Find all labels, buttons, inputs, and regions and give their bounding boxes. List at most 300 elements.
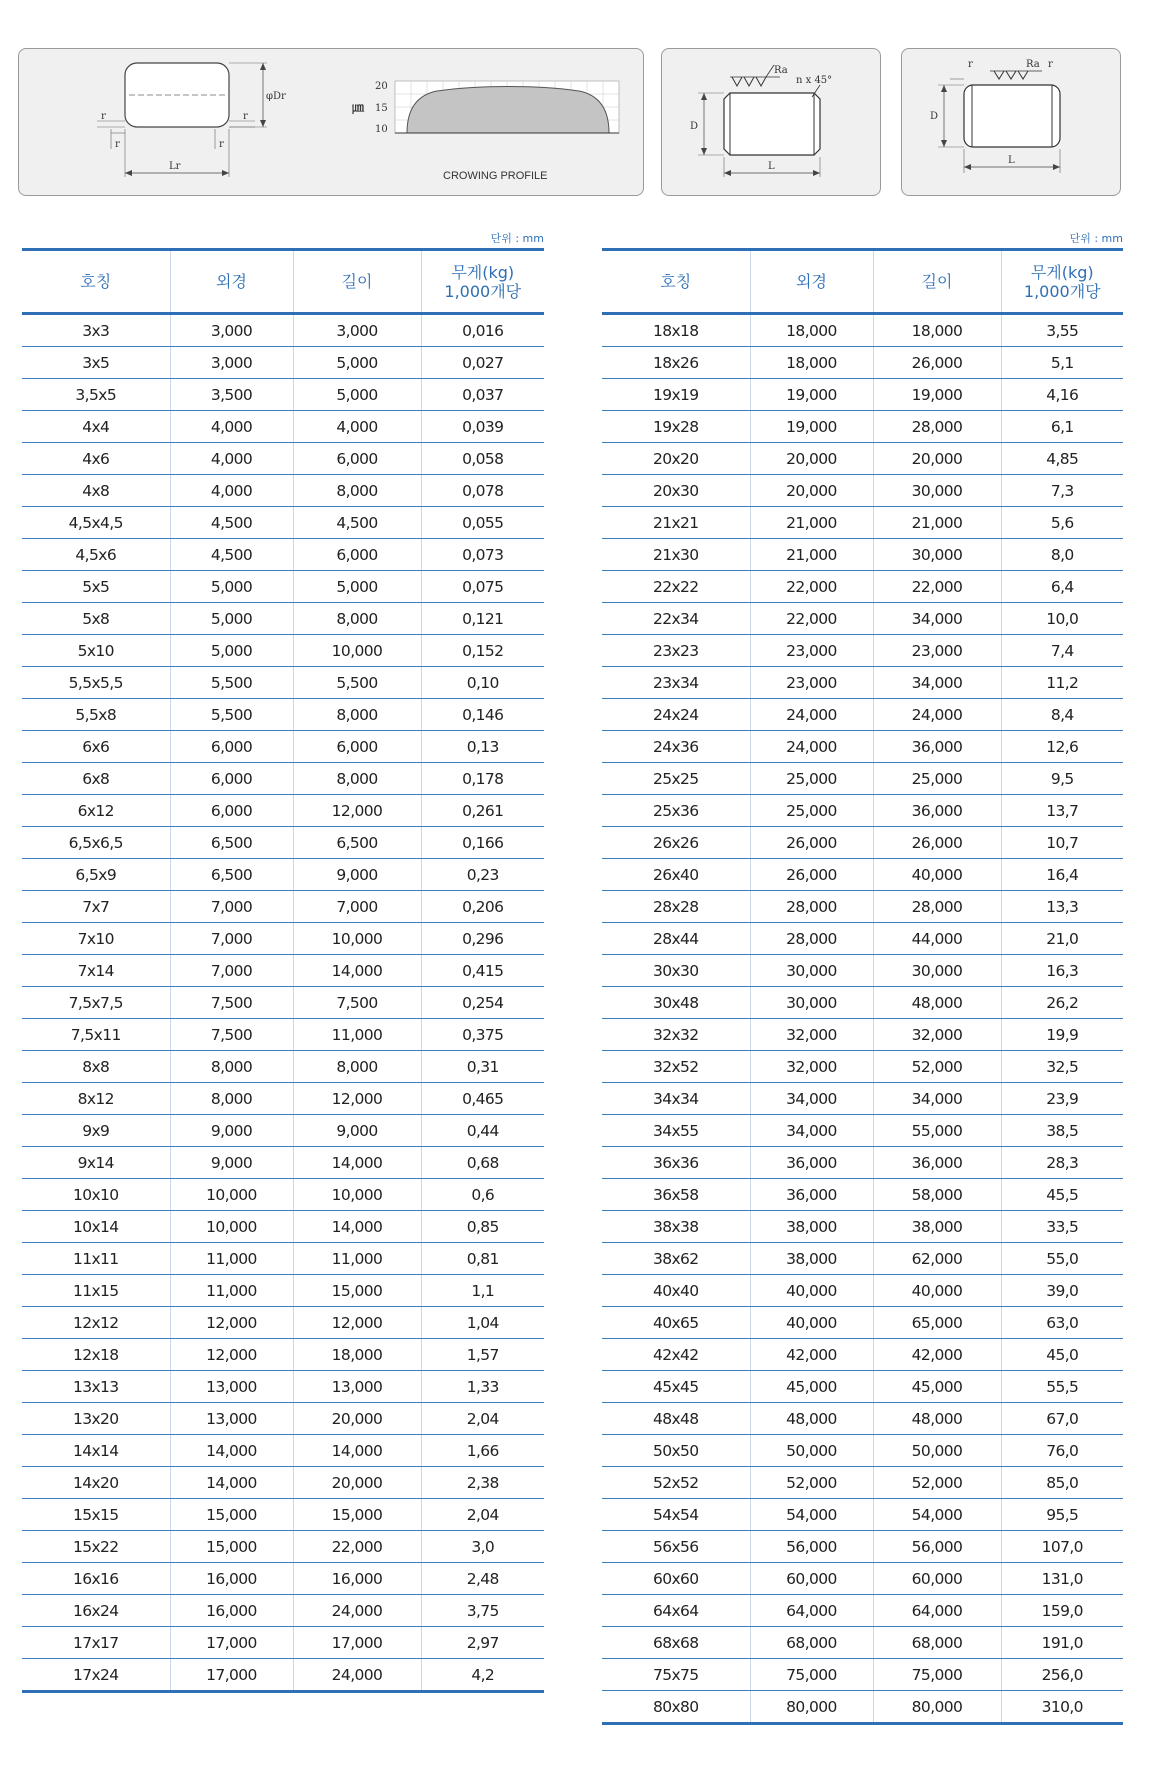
table-header-row	[602, 250, 1123, 314]
table-row	[22, 1179, 544, 1211]
cell-name: 52x52	[602, 1467, 750, 1499]
cell-outer-diameter: 21,000	[750, 507, 873, 539]
table-row	[602, 987, 1123, 1019]
cell-name: 26x26	[602, 827, 750, 859]
cell-name: 48x48	[602, 1403, 750, 1435]
cell-weight: 0,037	[421, 379, 544, 411]
cell-outer-diameter: 19,000	[750, 379, 873, 411]
cell-outer-diameter: 68,000	[750, 1627, 873, 1659]
cell-outer-diameter: 30,000	[750, 955, 873, 987]
cell-name: 5,5x5,5	[22, 667, 170, 699]
cell-length: 4,500	[293, 507, 421, 539]
cell-weight: 6,1	[1001, 411, 1123, 443]
table-row	[22, 1627, 544, 1659]
cell-outer-diameter: 15,000	[170, 1531, 293, 1563]
spec-table-right-wrapper	[602, 230, 1123, 1725]
table-row	[22, 1307, 544, 1339]
cell-length: 15,000	[293, 1275, 421, 1307]
cell-outer-diameter: 9,000	[170, 1147, 293, 1179]
table-row	[22, 827, 544, 859]
cell-name: 7,5x7,5	[22, 987, 170, 1019]
cell-length: 24,000	[293, 1595, 421, 1627]
cell-length: 52,000	[873, 1467, 1001, 1499]
chamfer-label: n x 45°	[796, 75, 833, 86]
cell-name: 14x20	[22, 1467, 170, 1499]
pin-round-diagram	[902, 49, 1120, 195]
cell-outer-diameter: 28,000	[750, 891, 873, 923]
cell-outer-diameter: 4,500	[170, 507, 293, 539]
radius-label-right-2: r	[219, 139, 224, 150]
cell-weight: 26,2	[1001, 987, 1123, 1019]
cell-length: 54,000	[873, 1499, 1001, 1531]
table-row	[602, 1691, 1123, 1724]
cell-outer-diameter: 34,000	[750, 1083, 873, 1115]
cell-length: 7,500	[293, 987, 421, 1019]
table-row	[22, 923, 544, 955]
cell-weight: 1,04	[421, 1307, 544, 1339]
cell-name: 19x28	[602, 411, 750, 443]
cell-length: 8,000	[293, 699, 421, 731]
table-row	[602, 1371, 1123, 1403]
cell-length: 14,000	[293, 1435, 421, 1467]
tick-label-10: 10	[375, 124, 388, 135]
cell-weight: 0,13	[421, 731, 544, 763]
cell-length: 36,000	[873, 1147, 1001, 1179]
cell-outer-diameter: 8,000	[170, 1051, 293, 1083]
cell-outer-diameter: 40,000	[750, 1307, 873, 1339]
cell-name: 38x62	[602, 1243, 750, 1275]
table-row	[602, 859, 1123, 891]
cell-length: 22,000	[873, 571, 1001, 603]
table-row	[602, 1627, 1123, 1659]
cell-length: 6,000	[293, 443, 421, 475]
cell-weight: 12,6	[1001, 731, 1123, 763]
cell-weight: 0,121	[421, 603, 544, 635]
cell-weight: 0,152	[421, 635, 544, 667]
table-row	[22, 1531, 544, 1563]
cell-length: 8,000	[293, 763, 421, 795]
cell-length: 21,000	[873, 507, 1001, 539]
table-row	[602, 475, 1123, 507]
cell-outer-diameter: 38,000	[750, 1243, 873, 1275]
table-row	[602, 411, 1123, 443]
table-row	[602, 1051, 1123, 1083]
cell-weight: 7,3	[1001, 475, 1123, 507]
pin2-length-label: L	[1008, 155, 1015, 166]
cell-name: 18x26	[602, 347, 750, 379]
cell-outer-diameter: 11,000	[170, 1275, 293, 1307]
cell-weight: 21,0	[1001, 923, 1123, 955]
table-row	[602, 1499, 1123, 1531]
cell-weight: 13,3	[1001, 891, 1123, 923]
cell-name: 10x10	[22, 1179, 170, 1211]
table-row	[22, 571, 544, 603]
table-row	[22, 859, 544, 891]
table-row	[22, 763, 544, 795]
table-row	[22, 539, 544, 571]
table-row	[602, 507, 1123, 539]
cell-name: 40x65	[602, 1307, 750, 1339]
cell-weight: 0,6	[421, 1179, 544, 1211]
cell-name: 3x5	[22, 347, 170, 379]
cell-outer-diameter: 75,000	[750, 1659, 873, 1691]
table-row	[22, 1371, 544, 1403]
cell-name: 5x8	[22, 603, 170, 635]
cell-name: 3x3	[22, 314, 170, 347]
cell-length: 32,000	[873, 1019, 1001, 1051]
header-weight-line2: 1,000개당	[444, 281, 522, 301]
cell-outer-diameter: 64,000	[750, 1595, 873, 1627]
cell-weight: 0,073	[421, 539, 544, 571]
table-row	[22, 1467, 544, 1499]
cell-length: 48,000	[873, 1403, 1001, 1435]
cell-weight: 38,5	[1001, 1115, 1123, 1147]
cell-name: 23x34	[602, 667, 750, 699]
cell-outer-diameter: 25,000	[750, 763, 873, 795]
cell-length: 12,000	[293, 1083, 421, 1115]
cell-length: 11,000	[293, 1019, 421, 1051]
cell-name: 6,5x6,5	[22, 827, 170, 859]
cell-weight: 310,0	[1001, 1691, 1123, 1724]
cell-name: 22x34	[602, 603, 750, 635]
cell-outer-diameter: 12,000	[170, 1339, 293, 1371]
cell-outer-diameter: 38,000	[750, 1211, 873, 1243]
cell-weight: 0,261	[421, 795, 544, 827]
header-weight-line2: 1,000개당	[1023, 281, 1101, 301]
cell-name: 11x15	[22, 1275, 170, 1307]
cell-length: 65,000	[873, 1307, 1001, 1339]
cell-outer-diameter: 80,000	[750, 1691, 873, 1724]
table-row	[22, 635, 544, 667]
cell-length: 12,000	[293, 1307, 421, 1339]
cell-weight: 2,04	[421, 1403, 544, 1435]
table-row	[22, 1083, 544, 1115]
cell-name: 60x60	[602, 1563, 750, 1595]
radius-label-left: r	[101, 111, 106, 122]
cell-name: 3,5x5	[22, 379, 170, 411]
table-body-right	[602, 314, 1123, 1724]
cell-name: 30x30	[602, 955, 750, 987]
table-row	[602, 955, 1123, 987]
cell-weight: 5,6	[1001, 507, 1123, 539]
cell-name: 19x19	[602, 379, 750, 411]
cell-name: 8x8	[22, 1051, 170, 1083]
micron-unit-label: ㎛	[352, 100, 365, 114]
cell-outer-diameter: 42,000	[750, 1339, 873, 1371]
crowning-profile-chart	[352, 81, 619, 182]
table-row	[22, 1211, 544, 1243]
table-row	[22, 314, 544, 347]
table-row	[602, 1243, 1123, 1275]
cell-weight: 95,5	[1001, 1499, 1123, 1531]
cell-weight: 10,7	[1001, 827, 1123, 859]
cell-name: 6,5x9	[22, 859, 170, 891]
cell-weight: 85,0	[1001, 1467, 1123, 1499]
roughness-label-1: Ra	[774, 65, 788, 76]
cell-weight: 0,254	[421, 987, 544, 1019]
pin2-radius-label-left: r	[968, 59, 973, 70]
tick-label-15: 15	[375, 103, 388, 114]
cell-weight: 3,55	[1001, 314, 1123, 347]
cell-weight: 4,85	[1001, 443, 1123, 475]
cell-weight: 2,04	[421, 1499, 544, 1531]
cell-weight: 107,0	[1001, 1531, 1123, 1563]
table-row	[22, 987, 544, 1019]
table-row	[22, 1275, 544, 1307]
table-row	[602, 347, 1123, 379]
cell-outer-diameter: 36,000	[750, 1147, 873, 1179]
cell-length: 20,000	[293, 1403, 421, 1435]
cell-outer-diameter: 8,000	[170, 1083, 293, 1115]
table-row	[602, 1435, 1123, 1467]
cell-outer-diameter: 26,000	[750, 827, 873, 859]
cell-outer-diameter: 20,000	[750, 443, 873, 475]
table-header-row	[22, 250, 544, 314]
cell-weight: 0,375	[421, 1019, 544, 1051]
cell-outer-diameter: 6,000	[170, 731, 293, 763]
cell-outer-diameter: 26,000	[750, 859, 873, 891]
pin-chamfer-diagram-panel	[661, 48, 881, 196]
header-weight	[1001, 250, 1123, 314]
cell-length: 56,000	[873, 1531, 1001, 1563]
cell-outer-diameter: 5,500	[170, 667, 293, 699]
cell-outer-diameter: 7,500	[170, 1019, 293, 1051]
cell-name: 75x75	[602, 1659, 750, 1691]
cell-name: 24x24	[602, 699, 750, 731]
cell-length: 9,000	[293, 859, 421, 891]
table-row	[602, 603, 1123, 635]
cell-weight: 2,97	[421, 1627, 544, 1659]
table-row	[602, 1531, 1123, 1563]
cell-name: 6x8	[22, 763, 170, 795]
table-row	[602, 571, 1123, 603]
cell-name: 15x15	[22, 1499, 170, 1531]
cell-name: 25x36	[602, 795, 750, 827]
table-row	[602, 1019, 1123, 1051]
cell-outer-diameter: 23,000	[750, 667, 873, 699]
cell-weight: 0,016	[421, 314, 544, 347]
cell-outer-diameter: 11,000	[170, 1243, 293, 1275]
cell-outer-diameter: 6,000	[170, 795, 293, 827]
table-row	[602, 699, 1123, 731]
cell-weight: 0,296	[421, 923, 544, 955]
cell-length: 6,500	[293, 827, 421, 859]
cell-outer-diameter: 22,000	[750, 603, 873, 635]
table-body-left	[22, 314, 544, 1692]
table-row	[22, 1147, 544, 1179]
cell-length: 8,000	[293, 475, 421, 507]
cell-outer-diameter: 13,000	[170, 1371, 293, 1403]
cell-length: 34,000	[873, 667, 1001, 699]
cell-outer-diameter: 5,000	[170, 571, 293, 603]
cell-outer-diameter: 3,000	[170, 314, 293, 347]
cell-name: 9x9	[22, 1115, 170, 1147]
cell-outer-diameter: 7,500	[170, 987, 293, 1019]
cell-name: 18x18	[602, 314, 750, 347]
cell-name: 4x4	[22, 411, 170, 443]
table-row	[602, 443, 1123, 475]
cell-outer-diameter: 28,000	[750, 923, 873, 955]
cell-length: 38,000	[873, 1211, 1001, 1243]
cell-weight: 1,57	[421, 1339, 544, 1371]
table-row	[22, 1115, 544, 1147]
cell-length: 14,000	[293, 1211, 421, 1243]
cell-length: 26,000	[873, 827, 1001, 859]
cell-weight: 1,33	[421, 1371, 544, 1403]
cell-outer-diameter: 6,500	[170, 859, 293, 891]
cell-weight: 16,4	[1001, 859, 1123, 891]
table-row	[602, 539, 1123, 571]
cell-outer-diameter: 5,000	[170, 635, 293, 667]
cell-length: 5,000	[293, 571, 421, 603]
cell-weight: 0,078	[421, 475, 544, 507]
table-row	[22, 1499, 544, 1531]
cell-weight: 0,058	[421, 443, 544, 475]
cell-name: 22x22	[602, 571, 750, 603]
cell-name: 36x58	[602, 1179, 750, 1211]
cell-outer-diameter: 45,000	[750, 1371, 873, 1403]
table-row	[22, 1403, 544, 1435]
cell-outer-diameter: 16,000	[170, 1595, 293, 1627]
cell-length: 5,500	[293, 667, 421, 699]
table-row	[22, 347, 544, 379]
cell-length: 20,000	[293, 1467, 421, 1499]
cell-weight: 45,0	[1001, 1339, 1123, 1371]
cell-weight: 45,5	[1001, 1179, 1123, 1211]
cell-weight: 0,146	[421, 699, 544, 731]
cell-name: 28x44	[602, 923, 750, 955]
cell-weight: 3,75	[421, 1595, 544, 1627]
header-outer-diameter: 외경	[170, 250, 293, 314]
table-row	[602, 1307, 1123, 1339]
cell-outer-diameter: 24,000	[750, 731, 873, 763]
table-row	[602, 1595, 1123, 1627]
cell-name: 20x30	[602, 475, 750, 507]
table-row	[602, 1403, 1123, 1435]
cell-name: 50x50	[602, 1435, 750, 1467]
spec-table-right	[602, 248, 1123, 1725]
cell-name: 42x42	[602, 1339, 750, 1371]
table-row	[602, 827, 1123, 859]
header-length: 길이	[293, 250, 421, 314]
cell-weight: 0,85	[421, 1211, 544, 1243]
cell-outer-diameter: 52,000	[750, 1467, 873, 1499]
cell-length: 36,000	[873, 731, 1001, 763]
cell-name: 45x45	[602, 1371, 750, 1403]
cell-outer-diameter: 19,000	[750, 411, 873, 443]
cell-name: 6x6	[22, 731, 170, 763]
cell-outer-diameter: 5,500	[170, 699, 293, 731]
cell-length: 14,000	[293, 955, 421, 987]
cell-name: 17x24	[22, 1659, 170, 1692]
cell-outer-diameter: 17,000	[170, 1659, 293, 1692]
cell-outer-diameter: 16,000	[170, 1563, 293, 1595]
cell-length: 8,000	[293, 603, 421, 635]
cell-weight: 28,3	[1001, 1147, 1123, 1179]
cell-weight: 19,9	[1001, 1019, 1123, 1051]
table-row	[602, 763, 1123, 795]
cell-name: 23x23	[602, 635, 750, 667]
cell-weight: 8,4	[1001, 699, 1123, 731]
table-row	[602, 1211, 1123, 1243]
cell-weight: 3,0	[421, 1531, 544, 1563]
cell-outer-diameter: 12,000	[170, 1307, 293, 1339]
cell-length: 18,000	[293, 1339, 421, 1371]
cell-outer-diameter: 21,000	[750, 539, 873, 571]
cell-weight: 0,31	[421, 1051, 544, 1083]
cell-outer-diameter: 40,000	[750, 1275, 873, 1307]
cell-weight: 0,415	[421, 955, 544, 987]
cell-name: 10x14	[22, 1211, 170, 1243]
cell-length: 36,000	[873, 795, 1001, 827]
pin2-radius-label-right: r	[1048, 59, 1053, 70]
spec-table-left-wrapper	[22, 230, 544, 1693]
cell-name: 8x12	[22, 1083, 170, 1115]
cell-weight: 8,0	[1001, 539, 1123, 571]
cell-length: 40,000	[873, 1275, 1001, 1307]
cell-outer-diameter: 32,000	[750, 1019, 873, 1051]
cell-length: 45,000	[873, 1371, 1001, 1403]
cell-name: 5x10	[22, 635, 170, 667]
cell-length: 10,000	[293, 923, 421, 955]
cell-length: 80,000	[873, 1691, 1001, 1724]
cell-outer-diameter: 5,000	[170, 603, 293, 635]
cell-length: 18,000	[873, 314, 1001, 347]
cell-name: 21x30	[602, 539, 750, 571]
cell-length: 64,000	[873, 1595, 1001, 1627]
cell-name: 40x40	[602, 1275, 750, 1307]
table-row	[22, 1051, 544, 1083]
cell-weight: 0,10	[421, 667, 544, 699]
cell-weight: 2,38	[421, 1467, 544, 1499]
cell-weight: 63,0	[1001, 1307, 1123, 1339]
table-row	[22, 731, 544, 763]
cell-length: 16,000	[293, 1563, 421, 1595]
cell-weight: 1,66	[421, 1435, 544, 1467]
pin2-diameter-label: D	[930, 111, 939, 122]
cell-length: 11,000	[293, 1243, 421, 1275]
cell-name: 14x14	[22, 1435, 170, 1467]
cell-length: 30,000	[873, 539, 1001, 571]
cell-outer-diameter: 10,000	[170, 1179, 293, 1211]
header-weight-line1: 무게(kg)	[1030, 262, 1094, 282]
cell-name: 7,5x11	[22, 1019, 170, 1051]
table-row	[22, 699, 544, 731]
cell-outer-diameter: 3,000	[170, 347, 293, 379]
cell-name: 13x20	[22, 1403, 170, 1435]
table-row	[602, 1659, 1123, 1691]
cell-outer-diameter: 17,000	[170, 1627, 293, 1659]
cell-weight: 55,5	[1001, 1371, 1123, 1403]
cell-name: 13x13	[22, 1371, 170, 1403]
cell-length: 34,000	[873, 1083, 1001, 1115]
table-row	[22, 1595, 544, 1627]
cell-outer-diameter: 18,000	[750, 314, 873, 347]
cell-outer-diameter: 23,000	[750, 635, 873, 667]
cell-weight: 0,465	[421, 1083, 544, 1115]
cell-length: 60,000	[873, 1563, 1001, 1595]
cell-outer-diameter: 9,000	[170, 1115, 293, 1147]
table-row	[22, 1563, 544, 1595]
table-row	[22, 603, 544, 635]
table-row	[602, 891, 1123, 923]
table-row	[22, 1019, 544, 1051]
table-row	[22, 475, 544, 507]
unit-label-right: 단위 : mm	[1069, 232, 1123, 245]
cell-weight: 33,5	[1001, 1211, 1123, 1243]
cell-outer-diameter: 6,000	[170, 763, 293, 795]
cell-name: 24x36	[602, 731, 750, 763]
